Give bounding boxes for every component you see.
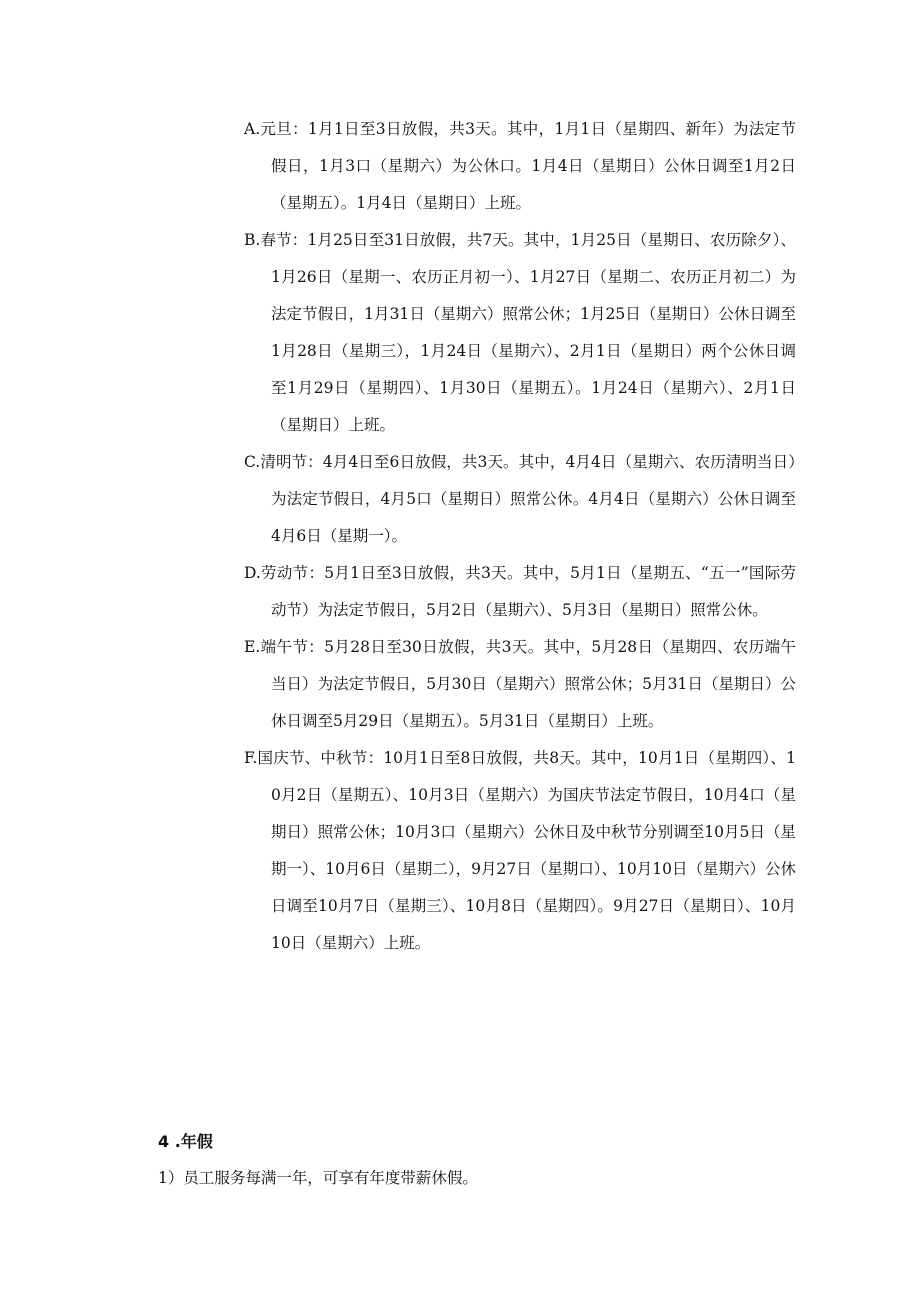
holiday-item-national-day: F.国庆节、中秋节：10月1日至8日放假，共8天。其中，10月1日（星期四）、10月2日（星期五）、10月3日（星期六）为国庆节法定节假日，10月4口（星期日）照常公休；10月3口（星期六）公休日及中秋节分别调至10月5日（星期一）、10月6日（星期二），9月27日（星期口）、10月10日（星期六）公休日调至10月7日（星期三）、10月8日（星期四）。9月27日（星期日）、10月10日（星期六）上班。 [244,749,796,952]
section-heading-annual-leave: 4 .年假 [158,1132,213,1151]
holiday-item-dragon-boat: E.端午节：5月28日至30日放假，共3天。其中，5月28日（星期四、农历端午当日）为法定节假日，5月30日（星期六）照常公休；5月31日（星期日）公休日调至5月29日（星期五）。5月31日（星期日）上班。 [244,638,796,730]
holiday-item-labor-day: D.劳动节：5月1日至3日放假，共3天。其中，5月1日（星期五、“五一”国际劳动节）为法定节假日，5月2日（星期六）、5月3日（星期日）照常公休。 [244,564,796,619]
annual-leave-paragraph: 1）员工服务每满一年，可享有年度带薪休假。 [158,1169,478,1187]
holiday-item-spring-festival: B.春节：1月25日至31日放假，共7天。其中，1月25日（星期日、农历除夕）、1月26日（星期一、农历正月初一）、1月27日（星期二、农历正月初二）为法定节假日，1月31日（星期六）照常公休；1月25日（星期日）公休日调至1月28日（星期三），1月24日（星期六）、2月1日（星期日）两个公休日调至1月29日（星期四）、1月30日（星期五）。1月24日（星期六）、2月1日（星期日）上班。 [244,231,796,434]
holiday-item-new-year: A.元旦：1月1日至3日放假，共3天。其中，1月1日（星期四、新年）为法定节假日，1月3口（星期六）为公休口。1月4日（星期日）公休日调至1月2日（星期五）。1月4日（星期日）上班。 [244,120,796,212]
holiday-item-qingming: C.清明节：4月4日至6日放假，共3天。其中，4月4日（星期六、农历清明当日）为法定节假日，4月5口（星期日）照常公休。4月4日（星期六）公休日调至4月6日（星期一）。 [244,453,796,545]
holiday-schedule-list [244,111,796,962]
